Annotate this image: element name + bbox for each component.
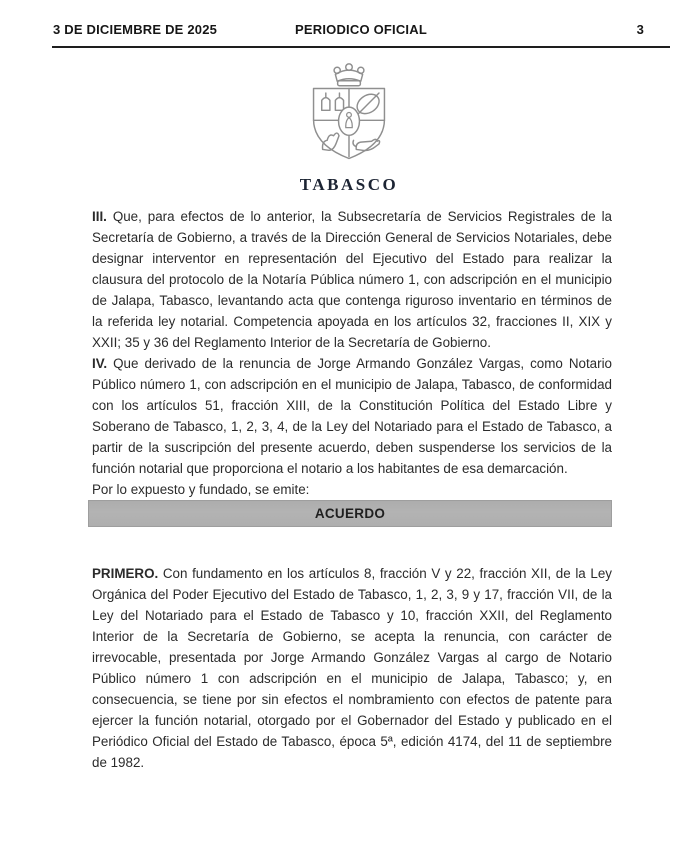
tabasco-seal <box>0 63 698 195</box>
issuance-line: Por lo expuesto y fundado, se emite: <box>92 482 310 497</box>
resolution-primero-numeral: PRIMERO. <box>92 566 159 581</box>
page-header <box>52 22 670 40</box>
seal-caption: TABASCO <box>299 175 399 194</box>
header-divider <box>52 46 670 48</box>
consideration-iii-text: Que, para efectos de lo anterior, la Subsecretaría de Servicios Registrales de la Secretaría de Gobierno, a través de la Dirección General de Servicios Notariales, debe designar interventor en representación del Ejecutivo del Estado para realizar la clausura del protocolo de la Notaría Pública número 1, con adscripción en el municipio de Jalapa, Tabasco, levantando acta que contenga riguroso inventario en términos de la referida ley notarial. Competencia apoyada en los artículos 32, fracciones II, XIX y XXII; 35 y 36 del Reglamento Interior de la Secretaría de Gobierno. <box>92 209 612 350</box>
acuerdo-heading: ACUERDO <box>314 506 386 521</box>
document-body <box>92 206 612 773</box>
consideration-iii <box>92 206 612 353</box>
coat-of-arms-icon <box>299 63 399 174</box>
acuerdo-heading-bar <box>88 500 612 527</box>
consideration-iv-numeral: IV. <box>92 356 108 371</box>
consideration-iv <box>92 353 612 479</box>
resolution-primero-text: Con fundamento en los artículos 8, fracción V y 22, fracción XII, de la Ley Orgánica del Poder Ejecutivo del Estado de Tabasco, 1, 2, 3, 9 y 17, fracción VII, de la Ley del Notariado para el Estado de Tabasco y 10, fracción XXII, del Reglamento Interior de la Secretaría de Gobierno, se acepta la renuncia, con carácter de irrevocable, presentada por Jorge Armando González Vargas al cargo de Notario Público número 1 con adscripción en el municipio de Jalapa, Tabasco; y, en consecuencia, se tiene por sin efectos el nombramiento con efectos de patente para ejercer la función notarial, otorgado por el Gobernador del Estado y publicado en el Periódico Oficial del Estado de Tabasco, época 5ª, edición 4174, del 11 de septiembre de 1982. <box>92 566 612 770</box>
resolution-primero <box>92 563 612 773</box>
header-publication-title: PERIODICO OFICIAL <box>295 22 427 37</box>
header-page-number: 3 <box>636 22 644 37</box>
header-date: 3 DE DICIEMBRE DE 2025 <box>53 22 218 37</box>
consideration-iv-text: Que derivado de la renuncia de Jorge Armando González Vargas, como Notario Público número 1, con adscripción en el municipio de Jalapa, Tabasco, de conformidad con los artículos 51, fracción XIII, de la Constitución Política del Estado Libre y Soberano de Tabasco, 1, 2, 3, 4, de la Ley del Notariado para el Estado de Tabasco, a partir de la suscripción del presente acuerdo, deben suspenderse los servicios de la función notarial que proporciona el notario a los habitantes de esa demarcación. <box>92 356 612 476</box>
consideration-iii-numeral: III. <box>92 209 107 224</box>
